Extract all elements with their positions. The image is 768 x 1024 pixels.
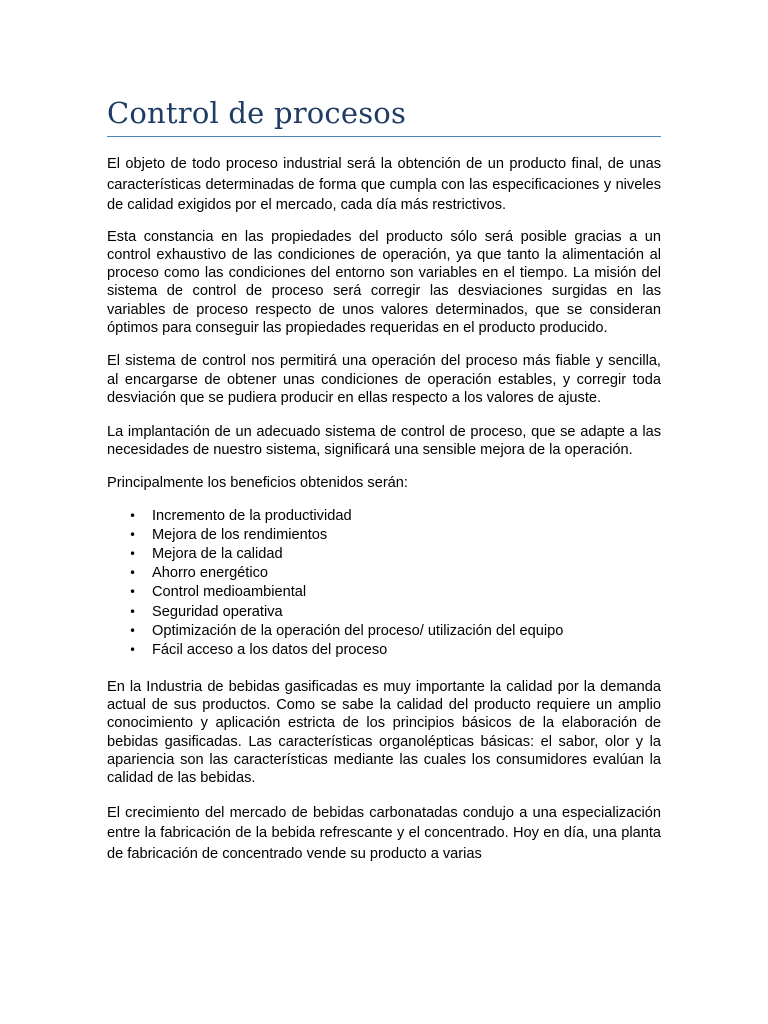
paragraph-crecimiento-mercado: El crecimiento del mercado de bebidas carbonatadas condujo a una especialización entre la fabricación de la bebida refrescante y el concentrado. Hoy en día, una planta de fabricación de concentrado vende su producto a varias: [107, 804, 661, 862]
paragraph-implantacion: La implantación de un adecuado sistema de control de proceso, que se adapte a las necesidades de nuestro sistema, significará una sensible mejora de la operación.: [107, 424, 661, 459]
bullet-icon: •: [129, 585, 137, 600]
benefits-list: [107, 507, 661, 660]
list-item: [107, 545, 661, 564]
list-item-text: Seguridad operativa: [152, 603, 283, 620]
bullet-icon: •: [129, 547, 137, 562]
list-item-text: Optimización de la operación del proceso/ utilización del equipo: [152, 622, 564, 639]
paragraph-sistema-control: El sistema de control nos permitirá una operación del proceso más fiable y sencilla, al encargarse de obtener unas condiciones de operación estables, y corregir toda desviación que se pudiera producir en ellas respecto a los valores de ajuste.: [107, 353, 661, 406]
paragraph-industria-bebidas: En la Industria de bebidas gasificadas es muy importante la calidad por la demanda actual de sus productos. Como se sabe la calidad del producto requiere un amplio conocimiento y aplicación estricta de los principios básicos de la elaboración de bebidas gasificadas. Las características organolépticas básicas: el sabor, olor y la apariencia son las características mediante las cuales los consumidores evalúan la calidad de las bebidas.: [107, 678, 661, 787]
list-item-text: Incremento de la productividad: [152, 508, 352, 525]
title-underline: [107, 136, 661, 137]
bullet-icon: •: [129, 509, 137, 524]
paragraph-intro: El objeto de todo proceso industrial será la obtención de un producto final, de unas características determinadas de forma que cumpla con las especificaciones y niveles de calidad exigidos por el mercado, cada día más restrictivos.: [107, 156, 661, 213]
list-item: [107, 526, 661, 545]
bullet-icon: •: [129, 604, 137, 619]
list-item: [107, 641, 661, 660]
list-item-text: Ahorro energético: [152, 565, 269, 582]
list-item: [107, 622, 661, 641]
list-item-text: Mejora de la calidad: [152, 546, 283, 563]
list-item-text: Fácil acceso a los datos del proceso: [152, 641, 388, 658]
bullet-icon: •: [129, 566, 137, 581]
list-item-text: Mejora de los rendimientos: [152, 527, 328, 544]
list-item: [107, 583, 661, 602]
list-item-text: Control medioambiental: [152, 584, 307, 601]
bullet-icon: •: [129, 528, 137, 543]
paragraph-constancia: Esta constancia en las propiedades del producto sólo será posible gracias a un control exhaustivo de las condiciones de operación, ya que tanto la alimentación al proceso como las condiciones del entorno son variables en el tiempo. La misión del sistema de control de proceso será corregir las desviaciones surgidas en las variables de proceso respecto de unos valores determinados, que se consideran óptimos para conseguir las propiedades requeridas en el producto producido.: [107, 228, 661, 336]
document-title: Control de procesos: [107, 96, 407, 130]
list-item: [107, 507, 661, 526]
document-body: [107, 154, 661, 864]
list-item: [107, 564, 661, 583]
list-item: [107, 603, 661, 622]
paragraph-beneficios-intro: Principalmente los beneficios obtenidos serán:: [107, 474, 408, 491]
bullet-icon: •: [129, 623, 137, 638]
bullet-icon: •: [129, 642, 137, 657]
